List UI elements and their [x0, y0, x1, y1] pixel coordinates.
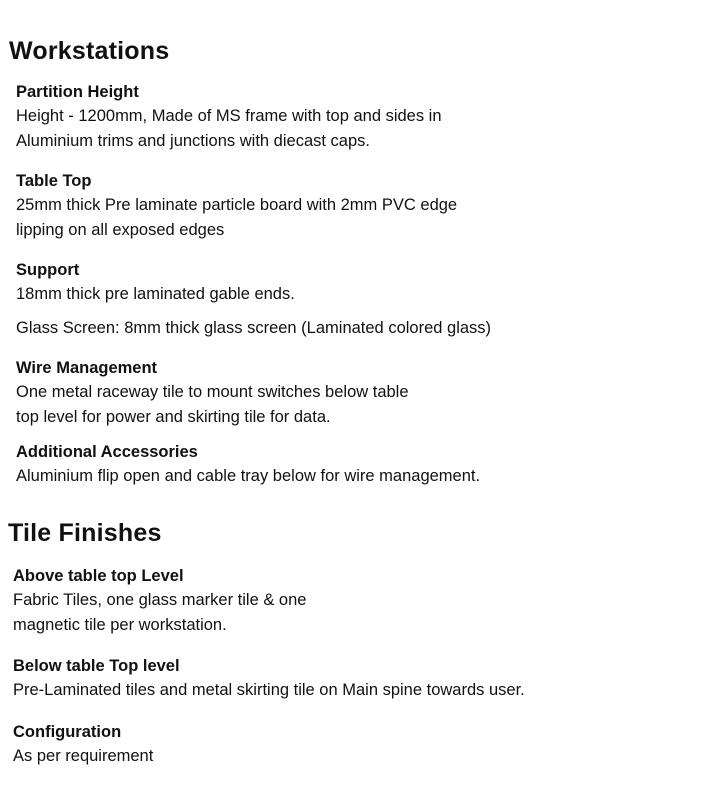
table-top-line-1: 25mm thick Pre laminate particle board with 2mm PVC edge	[16, 196, 458, 214]
partition-height-heading: Partition Height	[16, 83, 139, 101]
wire-management-line-1: One metal raceway tile to mount switches below table	[16, 383, 409, 401]
support-block	[16, 258, 636, 307]
partition-height-block	[16, 80, 636, 153]
additional-accessories-block	[16, 440, 636, 489]
below-table-top-line-1: Pre-Laminated tiles and metal skirting tile on Main spine towards user.	[13, 681, 525, 699]
wire-management-line-2: top level for power and skirting tile for data.	[16, 407, 331, 426]
above-table-top-block	[13, 564, 633, 637]
partition-height-line-1: Height - 1200mm, Made of MS frame with top and sides in	[16, 107, 442, 125]
table-top-block	[16, 169, 636, 242]
support-heading: Support	[16, 261, 80, 279]
configuration-line-1: As per requirement	[13, 747, 154, 765]
glass-screen-block	[16, 316, 636, 341]
above-table-top-line-2: magnetic tile per workstation.	[13, 615, 227, 634]
tile-finishes-title: Tile Finishes	[8, 519, 162, 547]
additional-accessories-heading: Additional Accessories	[16, 443, 198, 461]
wire-management-block	[16, 356, 636, 429]
configuration-heading: Configuration	[13, 723, 122, 741]
workstations-title: Workstations	[9, 37, 170, 65]
partition-height-line-2: Aluminium trims and junctions with diecast caps.	[16, 131, 370, 150]
below-table-top-block	[13, 654, 633, 703]
additional-accessories-line-1: Aluminium flip open and cable tray below for wire management.	[16, 467, 481, 485]
below-table-top-heading: Below table Top level	[13, 657, 180, 675]
table-top-heading: Table Top	[16, 172, 92, 190]
above-table-top-line-1: Fabric Tiles, one glass marker tile & one	[13, 591, 307, 609]
configuration-block	[13, 720, 633, 769]
table-top-line-2: lipping on all exposed edges	[16, 220, 225, 239]
support-line-1: 18mm thick pre laminated gable ends.	[16, 285, 295, 303]
glass-screen-text: Glass Screen: 8mm thick glass screen (Laminated colored glass)	[16, 319, 492, 337]
above-table-top-heading: Above table top Level	[13, 567, 184, 585]
wire-management-heading: Wire Management	[16, 359, 158, 377]
